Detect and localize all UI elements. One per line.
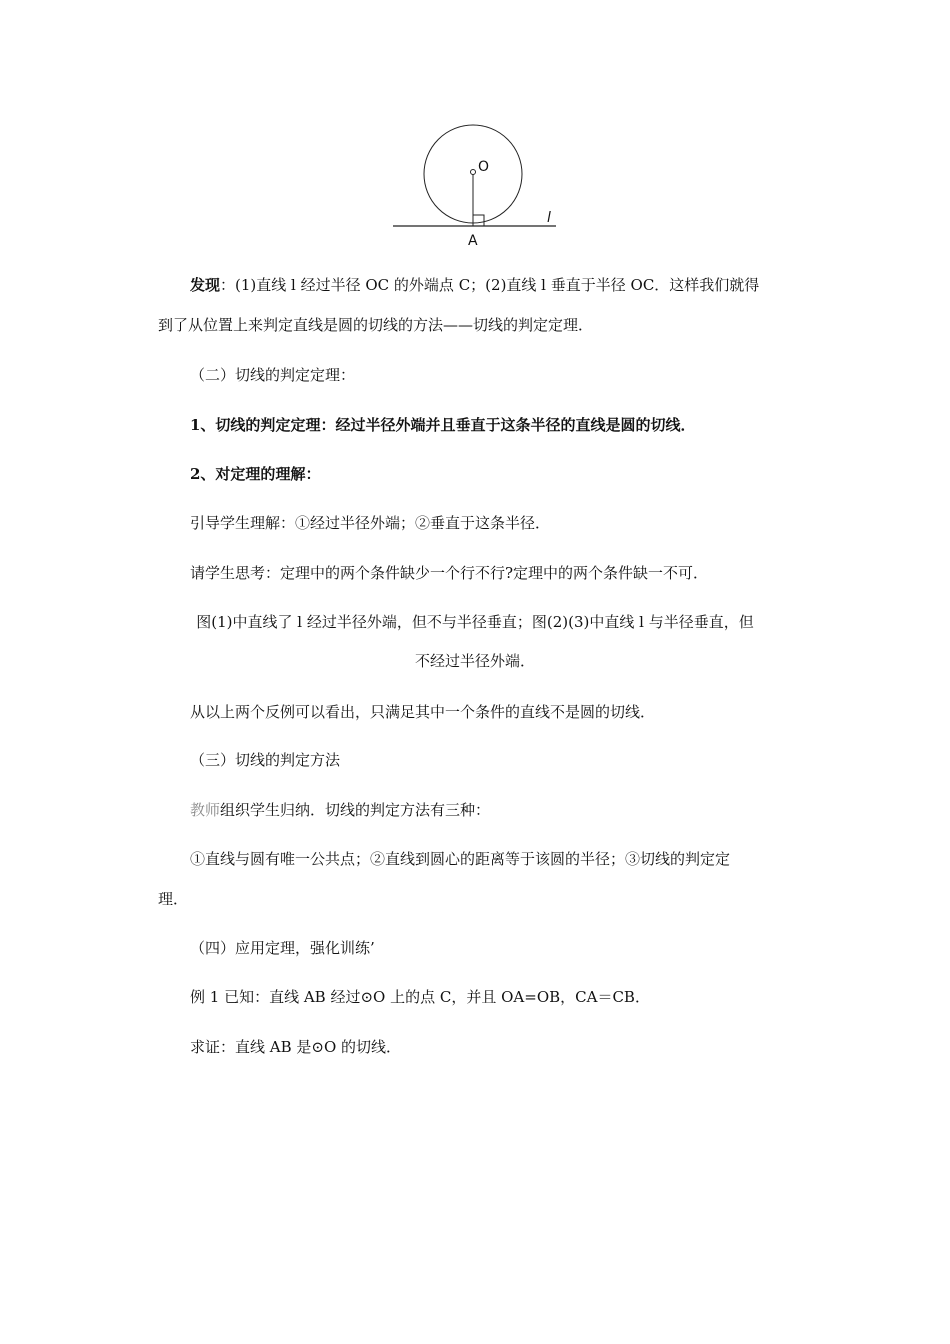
- right-angle-mark: [473, 215, 484, 226]
- conclusion-text: 从以上两个反例可以看出，只满足其中一个条件的直线不是圆的切线．: [190, 703, 656, 721]
- tangent-figure: [390, 118, 560, 250]
- discovery-line-2: 到了从位置上来判定直线是圆的切线的方法——切线的判定定理．: [158, 316, 594, 334]
- section-3-heading: （三）切线的判定方法: [190, 751, 341, 769]
- figures-line-1: 图(1)中直线了 l 经过半径外端，但不与半径垂直；图(2)(3)中直线 l 与半径垂直，但: [196, 613, 754, 631]
- discovery-text: (1)直线 l 经过半径 OC 的外端点 C；(2)直线 l 垂直于半径 OC．这样我们就得: [235, 276, 760, 294]
- prove-text: 求证：直线 AB 是⊙O 的切线．: [190, 1038, 402, 1056]
- section-4-heading: （四）应用定理，强化训练’: [190, 939, 375, 957]
- line-l-label: l: [547, 210, 551, 226]
- understanding-heading: 2、对定理的理解：: [190, 465, 321, 483]
- summary-text: [190, 799, 800, 821]
- discovery-line-1: [190, 274, 800, 296]
- point-a-label: A: [468, 233, 478, 249]
- discovery-lead: 发现: [190, 276, 221, 294]
- guide-text: 引导学生理解：①经过半径外端；②垂直于这条半径．: [190, 514, 551, 532]
- summary-teacher: 教师: [190, 801, 221, 819]
- theorem-statement: 1、切线的判定定理：经过半径外端并且垂直于这条半径的直线是圆的切线．: [190, 416, 696, 434]
- figures-line-2: 不经过半径外端．: [414, 652, 535, 670]
- example-text: 例 1 已知：直线 AB 经过⊙O 上的点 C，并且 OA=OB，CA＝CB．: [190, 988, 650, 1006]
- center-point: [471, 170, 476, 175]
- think-text: 请学生思考：定理中的两个条件缺少一个行不行?定理中的两个条件缺一不可．: [190, 564, 709, 582]
- summary-rest: 组织学生归纳．切线的判定方法有三种：: [220, 801, 491, 819]
- discovery-colon: ：: [220, 276, 236, 294]
- tangent-diagram: [390, 118, 560, 250]
- methods-line-2: 理．: [158, 890, 189, 908]
- methods-line-1: ①直线与圆有唯一公共点；②直线到圆心的距离等于该圆的半径；③切线的判定定: [190, 850, 731, 868]
- center-label: O: [478, 159, 490, 175]
- section-2-heading: （二）切线的判定定理：: [190, 366, 356, 384]
